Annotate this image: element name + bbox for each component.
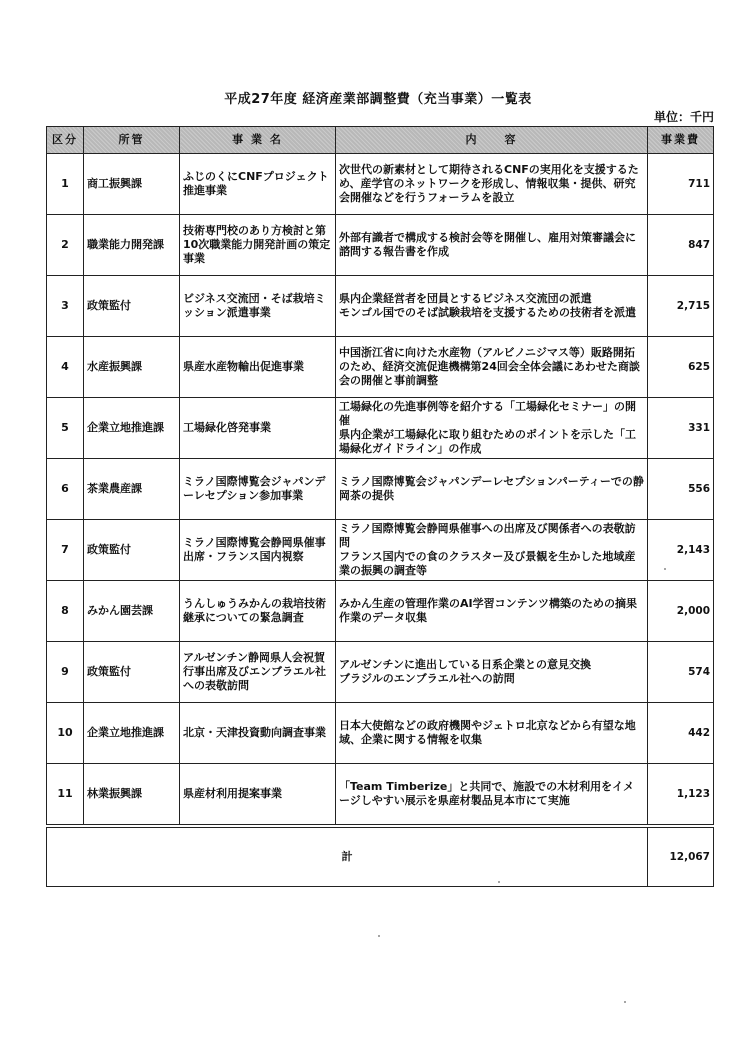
scan-speck [378, 935, 380, 937]
row-cost: 625 [648, 337, 714, 398]
row-jigyo: 工場緑化啓発事業 [180, 398, 336, 459]
row-number: 8 [47, 581, 84, 642]
row-naiyo: 工場緑化の先進事例等を紹介する「工場緑化セミナー」の開催 県内企業が工場緑化に取り組むためのポイントを示した「工場緑化ガイドライン」の作成 [336, 398, 648, 459]
row-shokan: 企業立地推進課 [84, 398, 180, 459]
table-row [47, 764, 714, 827]
row-naiyo: 中国浙江省に向けた水産物（アルビノニジマス等）販路開拓のため、経済交流促進機構第24回会全体会議にあわせた商談会の開催と事前調整 [336, 337, 648, 398]
header-hi: 事業費 [648, 127, 714, 154]
total-cost: 12,067 [648, 826, 714, 887]
row-shokan: 水産振興課 [84, 337, 180, 398]
row-naiyo: 外部有識者で構成する検討会等を開催し、雇用対策審議会に諮問する報告書を作成 [336, 215, 648, 276]
table-row [47, 276, 714, 337]
row-jigyo: ミラノ国際博覧会ジャパンデーレセプション参加事業 [180, 459, 336, 520]
unit-label: 単位：千円 [653, 110, 714, 124]
row-cost: 442 [648, 703, 714, 764]
row-number: 4 [47, 337, 84, 398]
row-jigyo: 県産水産物輸出促進事業 [180, 337, 336, 398]
header-naiyo: 内 容 [336, 127, 648, 154]
row-jigyo: アルゼンチン静岡県人会祝賀行事出席及びエンブラエル社への表敬訪問 [180, 642, 336, 703]
total-row [47, 826, 714, 887]
row-number: 3 [47, 276, 84, 337]
table-row [47, 581, 714, 642]
header-jigyo: 事 業 名 [180, 127, 336, 154]
row-shokan: 政策監付 [84, 642, 180, 703]
row-number: 10 [47, 703, 84, 764]
header-shokan: 所管 [84, 127, 180, 154]
row-shokan: 政策監付 [84, 520, 180, 581]
table-row [47, 703, 714, 764]
row-naiyo: ミラノ国際博覧会ジャパンデーレセプションパーティーでの静岡茶の提供 [336, 459, 648, 520]
row-number: 6 [47, 459, 84, 520]
row-number: 1 [47, 154, 84, 215]
table-row [47, 398, 714, 459]
row-naiyo: 「Team Timberize」と共同で、施設での木材利用をイメージしやすい展示を県産材製品見本市にて実施 [336, 764, 648, 827]
row-cost: 2,715 [648, 276, 714, 337]
scan-speck [624, 1001, 626, 1003]
table-row [47, 154, 714, 215]
row-shokan: 林業振興課 [84, 764, 180, 827]
row-naiyo: ミラノ国際博覧会静岡県催事への出席及び関係者への表敬訪問 フランス国内での食のクラスター及び景観を生かした地域産業の振興の調査等 [336, 520, 648, 581]
scan-speck [664, 568, 666, 570]
row-jigyo: うんしゅうみかんの栽培技術継承についての緊急調査 [180, 581, 336, 642]
total-label: 計 [47, 826, 648, 887]
row-number: 5 [47, 398, 84, 459]
row-jigyo: ふじのくにCNFプロジェクト推進事業 [180, 154, 336, 215]
row-cost: 711 [648, 154, 714, 215]
row-cost: 331 [648, 398, 714, 459]
row-cost: 574 [648, 642, 714, 703]
table-row [47, 215, 714, 276]
row-jigyo: ビジネス交流団・そば栽培ミッション派遣事業 [180, 276, 336, 337]
table-row [47, 337, 714, 398]
row-shokan: 茶業農産課 [84, 459, 180, 520]
row-naiyo: みかん生産の管理作業のAI学習コンテンツ構築のための摘果作業のデータ収集 [336, 581, 648, 642]
budget-table [46, 126, 714, 887]
row-jigyo: 技術専門校のあり方検討と第10次職業能力開発計画の策定事業 [180, 215, 336, 276]
table-body [47, 154, 714, 827]
row-number: 11 [47, 764, 84, 827]
row-cost: 2,143 [648, 520, 714, 581]
table-header-row [47, 127, 714, 154]
row-jigyo: 県産材利用提案事業 [180, 764, 336, 827]
row-naiyo: 日本大使館などの政府機関やジェトロ北京などから有望な地域、企業に関する情報を収集 [336, 703, 648, 764]
row-jigyo: 北京・天津投資動向調査事業 [180, 703, 336, 764]
row-number: 7 [47, 520, 84, 581]
row-shokan: 政策監付 [84, 276, 180, 337]
row-shokan: 企業立地推進課 [84, 703, 180, 764]
table-row [47, 459, 714, 520]
row-naiyo: 県内企業経営者を団員とするビジネス交流団の派遣 モンゴル国でのそば試験栽培を支援するための技術者を派遣 [336, 276, 648, 337]
row-shokan: 職業能力開発課 [84, 215, 180, 276]
row-cost: 1,123 [648, 764, 714, 827]
header-kubun: 区分 [47, 127, 84, 154]
table-row [47, 520, 714, 581]
table-row [47, 642, 714, 703]
row-naiyo: 次世代の新素材として期待されるCNFの実用化を支援するため、産学官のネットワークを形成し、情報収集・提供、研究会開催などを行うフォーラムを設立 [336, 154, 648, 215]
page-title: 平成27年度 経済産業部調整費（充当事業）一覧表 [224, 92, 532, 107]
row-cost: 2,000 [648, 581, 714, 642]
row-shokan: みかん園芸課 [84, 581, 180, 642]
row-cost: 556 [648, 459, 714, 520]
row-cost: 847 [648, 215, 714, 276]
row-number: 9 [47, 642, 84, 703]
row-jigyo: ミラノ国際博覧会静岡県催事出席・フランス国内視察 [180, 520, 336, 581]
row-number: 2 [47, 215, 84, 276]
scan-speck [498, 881, 500, 883]
row-naiyo: アルゼンチンに進出している日系企業との意見交換 ブラジルのエンブラエル社への訪問 [336, 642, 648, 703]
row-shokan: 商工振興課 [84, 154, 180, 215]
